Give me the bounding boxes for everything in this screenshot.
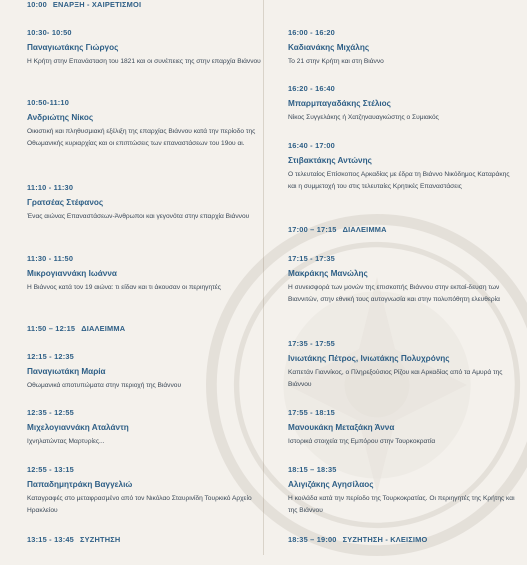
entry-speaker: Μιχελογιαννάκη Αταλάντη [27, 423, 129, 432]
entry-4 [27, 254, 272, 294]
entry-speaker: Ανδριώτης Νίκος [27, 113, 94, 122]
entry-talk: Ο τελευταίος Επίσκοπος Αρκαδίας με έδρα τη Βιάννο Νικόδημος Καταράκης και η συμμετοχή του στις τελευταίες Κρητικές Επαναστάσεις [288, 171, 510, 191]
entry-time: 16:00 - 16:20 [288, 28, 335, 37]
entry-r5 [288, 254, 518, 306]
entry-time: 10:30- 10:50 [27, 28, 72, 37]
entry-time: 12:15 - 12:35 [27, 352, 74, 361]
entry-2 [27, 98, 272, 150]
entry-r-closing [288, 535, 518, 545]
entry-speaker: Παναγιωτάκη Μαρία [27, 367, 106, 376]
entry-talk: Καταγραφές στο μεταφρασμένο από τον Νικόλαο Σταυρινίδη Τουρκικό Αρχείο Ηρακλείου [27, 495, 252, 515]
entry-talk: Νίκος Συγγελάκης ή Χατζηναυαγκώστης ο Συμιακός [288, 114, 439, 121]
entry-r2 [288, 84, 518, 124]
entry-talk: Η Βιάννος κατά τον 19 αιώνα: τι είδαν και τι άκουσαν οι περιηγητές [27, 284, 221, 291]
entry-6 [27, 352, 272, 392]
entry-time: 12:55 - 13:15 [27, 465, 74, 474]
entry-3 [27, 183, 272, 223]
entry-speaker: Γρατσέας Στέφανος [27, 198, 104, 207]
entry-r7 [288, 408, 518, 448]
entry-speaker: Παναγιωτάκης Γιώργος [27, 43, 119, 52]
entry-talk: Η κοιλάδα κατά την περίοδο της Τουρκοκρατίας. Οι περιηγητές της Κρήτης και της Βιάννου [288, 495, 515, 515]
entry-speaker: Μακράκης Μανώλης [288, 269, 368, 278]
entry-r-break [288, 225, 518, 235]
entry-r1 [288, 28, 518, 68]
entry-discussion [27, 535, 272, 545]
entry-time: 17:55 - 18:15 [288, 408, 335, 417]
entry-7 [27, 408, 272, 448]
entry-time: 18:15 – 18:35 [288, 465, 337, 474]
entry-r6 [288, 339, 518, 391]
entry-time: 12:35 - 12:55 [27, 408, 74, 417]
entry-speaker: Ινιωτάκης Πέτρος, Ινιωτάκης Πολυχρόνης [288, 354, 450, 363]
entry-time: 10:50-11:10 [27, 98, 70, 107]
entry-time: 13:15 - 13:45 ΣΥΖΗΤΗΣΗ [27, 535, 121, 544]
entry-talk: Το 21 στην Κρήτη και στη Βιάννο [288, 58, 384, 65]
entry-talk: Ιχνηλατώντας Μαρτυρίες... [27, 438, 105, 445]
entry-r8 [288, 465, 518, 517]
entry-speaker: Καδιανάκης Μιχάλης [288, 43, 370, 52]
entry-time: 17:00 – 17:15 ΔΙΑΛΕΙΜΜΑ [288, 225, 387, 234]
entry-talk: Ιστορικά στοιχεία της Εμπόρου στην Τουρκοκρατία [288, 438, 436, 445]
entry-time: 17:15 - 17:35 [288, 254, 335, 263]
entry-speaker: Μπαρμπαγαδάκης Στέλιος [288, 99, 391, 108]
entry-time: 18:35 – 19:00 ΣΥΖΗΤΗΣΗ - ΚΛΕΙΣΙΜΟ [288, 535, 428, 544]
entry-break [27, 324, 272, 334]
entry-time: 10:00 ΕΝΑΡΞΗ - ΧΑΙΡΕΤΙΣΜΟΙ [27, 0, 142, 9]
entry-talk: Καπετάν Γιαννίκος, ο Πληρεξούσιος Ρίζου και Αρκαδίας από τα Αμυρά της Βιάννου [288, 369, 503, 389]
entry-talk: Η Κρήτη στην Επανάσταση του 1821 και οι συνέπειες της στην επαρχία Βιάννου [27, 58, 261, 65]
entry-time: 16:20 - 16:40 [288, 84, 335, 93]
entry-talk: Η συνεισφορά των μονών της επισκοπής Βιάννου στην εκπαί-δευση των Βιαννιτών, στην εθνική τους αυτογνωσία και στην πολυπόθητη ελευθερία [288, 284, 500, 304]
entry-r3 [288, 141, 518, 193]
entry-speaker: Μανουκάκη Μεταξάκη Άννα [288, 423, 395, 432]
entry-1 [27, 28, 272, 68]
entry-talk: Ένας αιώνας Επαναστάσεων-Άνθρωποι και γεγονότα στην επαρχία Βιάννου [27, 213, 250, 220]
entry-speaker: Στιβακτάκης Αντώνης [288, 156, 372, 165]
entry-time: 11:50 – 12:15 ΔΙΑΛΕΙΜΜΑ [27, 324, 126, 333]
entry-talk: Οθωμανικά αποτυπώματα στην περιοχή της Βιάννου [27, 382, 182, 389]
entry-talk: Οικιστική και πληθυσμιακή εξέλιξη της επαρχίας Βιάννου κατά την περίοδο της Οθωμανικής κυριαρχίας και οι επιπτώσεις των επαναστάσεων του 19ου αι. [27, 128, 256, 148]
entry-opening [27, 0, 272, 10]
entry-time: 11:30 - 11:50 [27, 254, 74, 263]
entry-time: 17:35 - 17:55 [288, 339, 335, 348]
entry-time: 16:40 - 17:00 [288, 141, 335, 150]
entry-speaker: Παπαδημητράκη Βαγγελιώ [27, 480, 133, 489]
entry-8 [27, 465, 272, 517]
entry-speaker: Αλιγιζάκης Αγησίλαος [288, 480, 374, 489]
entry-speaker: Μικρογιαννάκη Ιωάννα [27, 269, 117, 278]
entry-time: 11:10 - 11:30 [27, 183, 74, 192]
